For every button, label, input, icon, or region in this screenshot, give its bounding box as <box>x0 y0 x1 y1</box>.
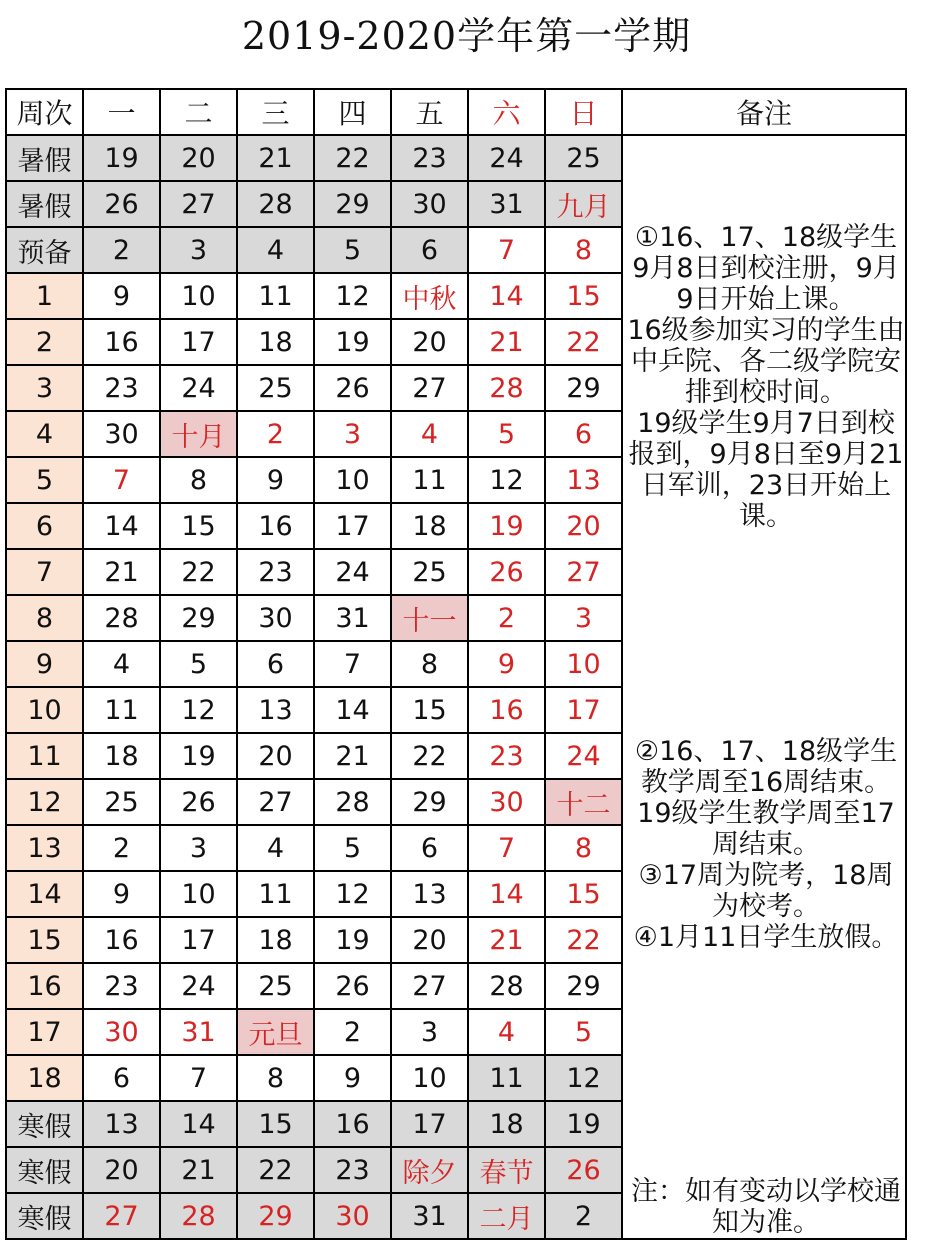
day-cell: 31 <box>468 181 545 227</box>
day-cell: 19 <box>314 319 391 365</box>
day-cell: 9 <box>468 641 545 687</box>
day-cell: 7 <box>160 1055 237 1101</box>
day-cell: 29 <box>391 779 468 825</box>
day-cell: 15 <box>391 687 468 733</box>
week-label: 8 <box>6 595 83 641</box>
day-cell: 10 <box>545 641 622 687</box>
page-title: 2019-2020学年第一学期 <box>241 14 692 58</box>
day-cell: 29 <box>545 365 622 411</box>
week-header: 周次 <box>6 89 83 135</box>
day-cell: 27 <box>237 779 314 825</box>
day-cell: 10 <box>314 457 391 503</box>
calendar-table <box>5 88 907 1240</box>
day-cell: 十一 <box>391 595 468 641</box>
day-cell: 2 <box>83 227 160 273</box>
day-cell: 21 <box>83 549 160 595</box>
week-label: 寒假 <box>6 1193 83 1239</box>
day-cell: 25 <box>237 365 314 411</box>
day-cell: 2 <box>83 825 160 871</box>
week-label: 2 <box>6 319 83 365</box>
day-cell: 20 <box>160 135 237 181</box>
day-cell: 6 <box>237 641 314 687</box>
day-cell: 17 <box>160 319 237 365</box>
day-cell: 20 <box>237 733 314 779</box>
day-cell: 10 <box>160 871 237 917</box>
day-cell: 4 <box>83 641 160 687</box>
day-cell: 7 <box>314 641 391 687</box>
week-label: 3 <box>6 365 83 411</box>
day-cell: 8 <box>237 1055 314 1101</box>
day-cell: 26 <box>468 549 545 595</box>
day-cell: 11 <box>391 457 468 503</box>
day-cell: 3 <box>545 595 622 641</box>
day-header-mon: 一 <box>83 89 160 135</box>
remarks-cell <box>622 135 906 1239</box>
day-cell: 24 <box>160 365 237 411</box>
day-cell: 31 <box>160 1009 237 1055</box>
day-cell: 16 <box>468 687 545 733</box>
remarks-header: 备注 <box>622 89 906 135</box>
day-cell: 11 <box>83 687 160 733</box>
remark-block-3: 注：如有变动以学校通知为准。 <box>631 1176 901 1238</box>
day-cell: 4 <box>391 411 468 457</box>
day-cell: 11 <box>237 871 314 917</box>
day-cell: 除夕 <box>391 1147 468 1193</box>
day-cell: 19 <box>545 1101 622 1147</box>
week-label: 6 <box>6 503 83 549</box>
day-cell: 26 <box>545 1147 622 1193</box>
week-label: 16 <box>6 963 83 1009</box>
day-cell: 6 <box>545 411 622 457</box>
day-cell: 元旦 <box>237 1009 314 1055</box>
week-label: 11 <box>6 733 83 779</box>
day-cell: 19 <box>468 503 545 549</box>
day-cell: 28 <box>237 181 314 227</box>
day-cell: 8 <box>391 641 468 687</box>
day-cell: 11 <box>237 273 314 319</box>
week-label: 暑假 <box>6 135 83 181</box>
day-cell: 12 <box>314 273 391 319</box>
day-cell: 22 <box>314 135 391 181</box>
calendar-body <box>6 135 906 1239</box>
week-label: 15 <box>6 917 83 963</box>
day-cell: 6 <box>83 1055 160 1101</box>
week-label: 17 <box>6 1009 83 1055</box>
week-label: 12 <box>6 779 83 825</box>
day-cell: 21 <box>468 917 545 963</box>
day-cell: 3 <box>160 825 237 871</box>
day-cell: 14 <box>468 273 545 319</box>
day-cell: 27 <box>391 963 468 1009</box>
day-cell: 3 <box>314 411 391 457</box>
day-header-thu: 四 <box>314 89 391 135</box>
day-cell: 15 <box>237 1101 314 1147</box>
day-cell: 15 <box>545 273 622 319</box>
day-cell: 20 <box>545 503 622 549</box>
day-cell: 13 <box>545 457 622 503</box>
day-cell: 29 <box>545 963 622 1009</box>
day-cell: 15 <box>545 871 622 917</box>
day-cell: 29 <box>314 181 391 227</box>
day-cell: 8 <box>545 825 622 871</box>
day-cell: 12 <box>314 871 391 917</box>
day-cell: 16 <box>83 917 160 963</box>
day-cell: 27 <box>83 1193 160 1239</box>
day-cell: 27 <box>391 365 468 411</box>
week-label: 4 <box>6 411 83 457</box>
remark-block-1: ①16、17、18级学生9月8日到校注册，9月9日开始上课。 16级参加实习的学生由中乒院、各二级学院安排到校时间。 19级学生9月7日到校报到，9月8日至9月21日军训，23日开始上课。 <box>627 222 905 532</box>
week-label: 预备 <box>6 227 83 273</box>
header-row <box>6 89 906 135</box>
day-cell: 5 <box>314 825 391 871</box>
day-cell: 15 <box>160 503 237 549</box>
day-cell: 9 <box>314 1055 391 1101</box>
day-cell: 3 <box>391 1009 468 1055</box>
day-cell: 13 <box>83 1101 160 1147</box>
day-cell: 8 <box>160 457 237 503</box>
day-cell: 6 <box>391 227 468 273</box>
day-cell: 17 <box>160 917 237 963</box>
day-cell: 21 <box>314 733 391 779</box>
day-cell: 23 <box>391 135 468 181</box>
day-cell: 16 <box>83 319 160 365</box>
day-cell: 5 <box>468 411 545 457</box>
day-cell: 10 <box>391 1055 468 1101</box>
day-cell: 4 <box>237 227 314 273</box>
day-cell: 28 <box>83 595 160 641</box>
day-cell: 22 <box>545 319 622 365</box>
day-cell: 28 <box>160 1193 237 1239</box>
day-cell: 5 <box>545 1009 622 1055</box>
day-cell: 春节 <box>468 1147 545 1193</box>
week-label: 寒假 <box>6 1147 83 1193</box>
day-cell: 18 <box>237 319 314 365</box>
day-cell: 25 <box>237 963 314 1009</box>
week-label: 寒假 <box>6 1101 83 1147</box>
day-cell: 4 <box>468 1009 545 1055</box>
day-cell: 30 <box>83 411 160 457</box>
day-cell: 19 <box>83 135 160 181</box>
week-label: 5 <box>6 457 83 503</box>
day-cell: 24 <box>545 733 622 779</box>
week-label: 14 <box>6 871 83 917</box>
day-cell: 29 <box>160 595 237 641</box>
day-cell: 14 <box>314 687 391 733</box>
day-cell: 30 <box>314 1193 391 1239</box>
week-label: 1 <box>6 273 83 319</box>
day-cell: 18 <box>391 503 468 549</box>
day-cell: 22 <box>391 733 468 779</box>
day-cell: 24 <box>468 135 545 181</box>
day-cell: 2 <box>237 411 314 457</box>
day-cell: 24 <box>160 963 237 1009</box>
day-cell: 14 <box>83 503 160 549</box>
week-label: 13 <box>6 825 83 871</box>
day-header-tue: 二 <box>160 89 237 135</box>
day-cell: 16 <box>314 1101 391 1147</box>
day-cell: 5 <box>160 641 237 687</box>
day-cell: 8 <box>545 227 622 273</box>
day-cell: 5 <box>314 227 391 273</box>
day-cell: 21 <box>237 135 314 181</box>
week-label: 9 <box>6 641 83 687</box>
day-cell: 26 <box>83 181 160 227</box>
day-cell: 十月 <box>160 411 237 457</box>
day-cell: 20 <box>83 1147 160 1193</box>
remark-block-2: ②16、17、18级学生教学周至16周结束。 19级学生教学周至17周结束。 ③17周为院考，18周为校考。 ④1月11日学生放假。 <box>633 736 899 953</box>
day-cell: 12 <box>545 1055 622 1101</box>
day-cell: 30 <box>468 779 545 825</box>
day-cell: 20 <box>391 319 468 365</box>
day-cell: 31 <box>314 595 391 641</box>
day-header-sun: 日 <box>545 89 622 135</box>
day-cell: 9 <box>237 457 314 503</box>
day-cell: 21 <box>160 1147 237 1193</box>
day-cell: 2 <box>545 1193 622 1239</box>
day-cell: 29 <box>237 1193 314 1239</box>
day-header-sat: 六 <box>468 89 545 135</box>
day-cell: 22 <box>237 1147 314 1193</box>
day-cell: 九月 <box>545 181 622 227</box>
day-cell: 10 <box>160 273 237 319</box>
day-cell: 16 <box>237 503 314 549</box>
day-cell: 25 <box>83 779 160 825</box>
day-cell: 23 <box>237 549 314 595</box>
day-cell: 9 <box>83 871 160 917</box>
day-cell: 14 <box>468 871 545 917</box>
week-row <box>6 135 906 181</box>
day-cell: 13 <box>237 687 314 733</box>
week-label: 10 <box>6 687 83 733</box>
day-cell: 2 <box>314 1009 391 1055</box>
day-cell: 24 <box>314 549 391 595</box>
day-cell: 11 <box>468 1055 545 1101</box>
day-cell: 17 <box>391 1101 468 1147</box>
week-label: 18 <box>6 1055 83 1101</box>
day-cell: 28 <box>314 779 391 825</box>
day-cell: 26 <box>314 963 391 1009</box>
day-cell: 18 <box>237 917 314 963</box>
day-cell: 30 <box>391 181 468 227</box>
day-cell: 20 <box>391 917 468 963</box>
day-cell: 22 <box>545 917 622 963</box>
day-cell: 7 <box>468 227 545 273</box>
week-label: 暑假 <box>6 181 83 227</box>
day-cell: 中秋 <box>391 273 468 319</box>
day-cell: 9 <box>83 273 160 319</box>
day-cell: 14 <box>160 1101 237 1147</box>
day-cell: 21 <box>468 319 545 365</box>
week-label: 7 <box>6 549 83 595</box>
day-header-fri: 五 <box>391 89 468 135</box>
day-cell: 18 <box>468 1101 545 1147</box>
day-cell: 7 <box>83 457 160 503</box>
day-cell: 3 <box>160 227 237 273</box>
day-cell: 17 <box>314 503 391 549</box>
day-cell: 23 <box>83 365 160 411</box>
day-cell: 31 <box>391 1193 468 1239</box>
day-cell: 7 <box>468 825 545 871</box>
day-cell: 十二 <box>545 779 622 825</box>
day-cell: 28 <box>468 365 545 411</box>
day-cell: 30 <box>83 1009 160 1055</box>
day-cell: 23 <box>83 963 160 1009</box>
day-cell: 25 <box>545 135 622 181</box>
day-cell: 22 <box>160 549 237 595</box>
day-cell: 27 <box>160 181 237 227</box>
day-cell: 19 <box>160 733 237 779</box>
day-cell: 12 <box>468 457 545 503</box>
day-cell: 2 <box>468 595 545 641</box>
day-cell: 17 <box>545 687 622 733</box>
day-cell: 23 <box>314 1147 391 1193</box>
day-cell: 13 <box>391 871 468 917</box>
day-cell: 27 <box>545 549 622 595</box>
day-cell: 26 <box>314 365 391 411</box>
day-cell: 30 <box>237 595 314 641</box>
day-cell: 二月 <box>468 1193 545 1239</box>
day-cell: 19 <box>314 917 391 963</box>
day-header-wed: 三 <box>237 89 314 135</box>
day-cell: 26 <box>160 779 237 825</box>
day-cell: 28 <box>468 963 545 1009</box>
day-cell: 6 <box>391 825 468 871</box>
day-cell: 23 <box>468 733 545 779</box>
day-cell: 4 <box>237 825 314 871</box>
day-cell: 18 <box>83 733 160 779</box>
day-cell: 12 <box>160 687 237 733</box>
day-cell: 25 <box>391 549 468 595</box>
